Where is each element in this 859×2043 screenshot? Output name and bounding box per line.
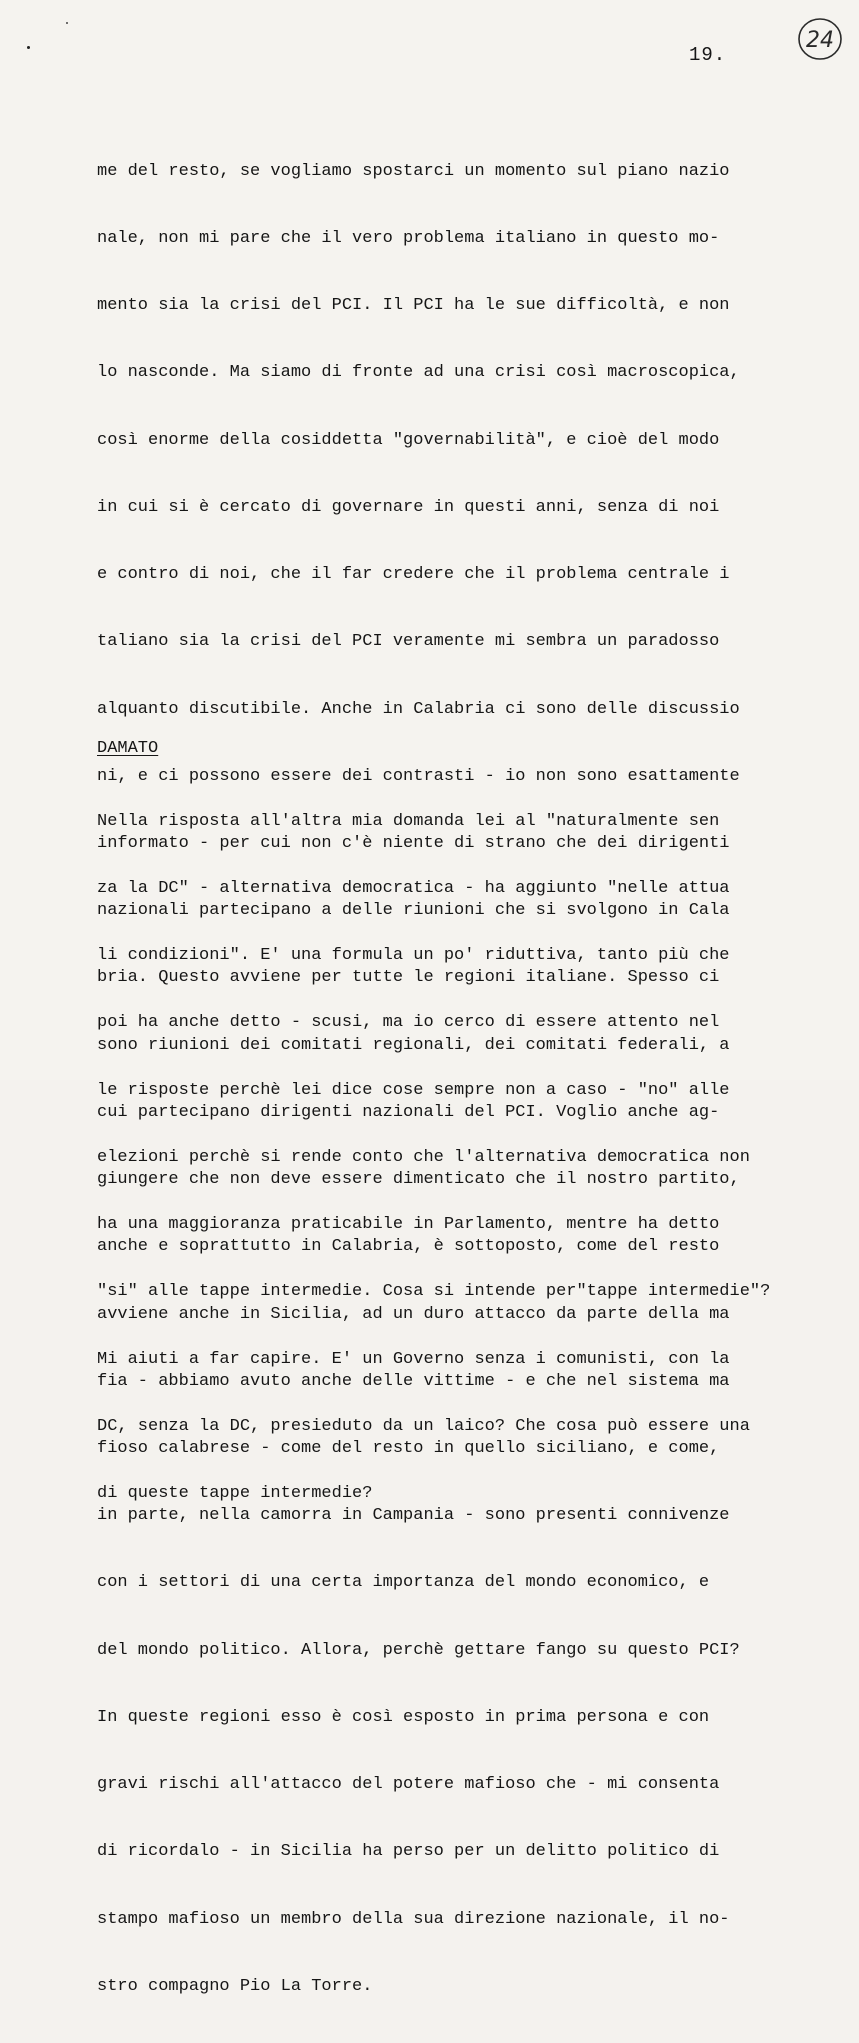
- text-line: giungere che non deve essere dimenticato che il nostro partito,: [97, 1170, 740, 1190]
- scan-speck: [66, 22, 68, 24]
- text-line: in cui si è cercato di governare in questi anni, senza di noi: [97, 497, 720, 517]
- text-line: nazionali partecipano a delle riunioni che si svolgono in Cala: [97, 901, 730, 921]
- text-line: avviene anche in Sicilia, ad un duro attacco da parte della ma: [97, 1304, 730, 1324]
- speaker-name: DAMATO: [97, 739, 159, 758]
- text-line: bria. Questo avviene per tutte le regioni italiane. Spesso ci: [97, 968, 720, 988]
- text-line: sono riunioni dei comitati regionali, dei comitati federali, a: [97, 1035, 730, 1055]
- text-line: za la DC" - alternativa democratica - ha aggiunto "nelle attua: [97, 879, 730, 899]
- text-line: poi ha anche detto - scusi, ma io cerco di essere attento nel: [97, 1013, 720, 1033]
- text-line: alquanto discutibile. Anche in Calabria ci sono delle discussio: [97, 699, 740, 719]
- text-line: stro compagno Pio La Torre.: [97, 1976, 373, 1996]
- text-line: fia - abbiamo avuto anche delle vittime - e che nel sistema ma: [97, 1371, 730, 1391]
- page-number: 19.: [689, 44, 727, 66]
- text-line: taliano sia la crisi del PCI veramente mi sembra un paradosso: [97, 632, 720, 652]
- text-line: Mi aiuti a far capire. E' un Governo senza i comunisti, con la: [97, 1349, 730, 1369]
- text-line: li condizioni". E' una formula un po' riduttiva, tanto più che: [97, 946, 730, 966]
- text-line: di queste tappe intermedie?: [97, 1484, 373, 1503]
- text-line: stampo mafioso un membro della sua direzione nazionale, il no-: [97, 1909, 730, 1929]
- text-line: anche e soprattutto in Calabria, è sottoposto, come del resto: [97, 1237, 720, 1257]
- text-line: e contro di noi, che il far credere che il problema centrale i: [97, 565, 730, 585]
- text-line: fioso calabrese - come del resto in quello siciliano, e come,: [97, 1438, 720, 1458]
- text-line: in parte, nella camorra in Campania - sono presenti connivenze: [97, 1506, 730, 1526]
- text-line: così enorme della cosiddetta "governabilità", e cioè del modo: [97, 430, 720, 450]
- text-line: cui partecipano dirigenti nazionali del PCI. Voglio anche ag-: [97, 1102, 720, 1122]
- text-line: le risposte perchè lei dice cose sempre non a caso - "no" alle: [97, 1080, 730, 1100]
- archive-number-stamp: [797, 16, 843, 62]
- text-line: Nella risposta all'altra mia domanda lei al "naturalmente sen: [97, 811, 720, 831]
- text-line: con i settori di una certa importanza del mondo economico, e: [97, 1573, 710, 1593]
- text-line: ha una maggioranza praticabile in Parlamento, mentre ha detto: [97, 1215, 720, 1235]
- archive-number: 24: [806, 28, 834, 53]
- text-line: In queste regioni esso è così esposto in prima persona e con: [97, 1707, 710, 1727]
- scan-speck: [27, 46, 30, 49]
- text-line: ni, e ci possono essere dei contrasti - io non sono esattamente: [97, 766, 740, 786]
- text-line: mento sia la crisi del PCI. Il PCI ha le sue difficoltà, e non: [97, 296, 730, 316]
- text-line: informato - per cui non c'è niente di strano che dei dirigenti: [97, 834, 730, 853]
- text-line: nale, non mi pare che il vero problema italiano in questo mo-: [97, 229, 720, 249]
- text-line: del mondo politico. Allora, perchè gettare fango su questo PCI?: [97, 1640, 740, 1660]
- text-line: "si" alle tappe intermedie. Cosa si intende per"tappe intermedie"?: [97, 1282, 771, 1302]
- text-line: di ricordalo - in Sicilia ha perso per un delitto politico di: [97, 1842, 720, 1862]
- text-line: elezioni perchè si rende conto che l'alternativa democratica non: [97, 1147, 750, 1167]
- text-line: DC, senza la DC, presieduto da un laico? Che cosa può essere una: [97, 1416, 750, 1436]
- text-line: me del resto, se vogliamo spostarci un momento sul piano nazio: [97, 161, 730, 181]
- paragraph-2: [97, 766, 837, 1550]
- text-line: gravi rischi all'attacco del potere mafioso che - mi consenta: [97, 1775, 720, 1795]
- text-line: lo nasconde. Ma siamo di fronte ad una crisi così macroscopica,: [97, 363, 740, 383]
